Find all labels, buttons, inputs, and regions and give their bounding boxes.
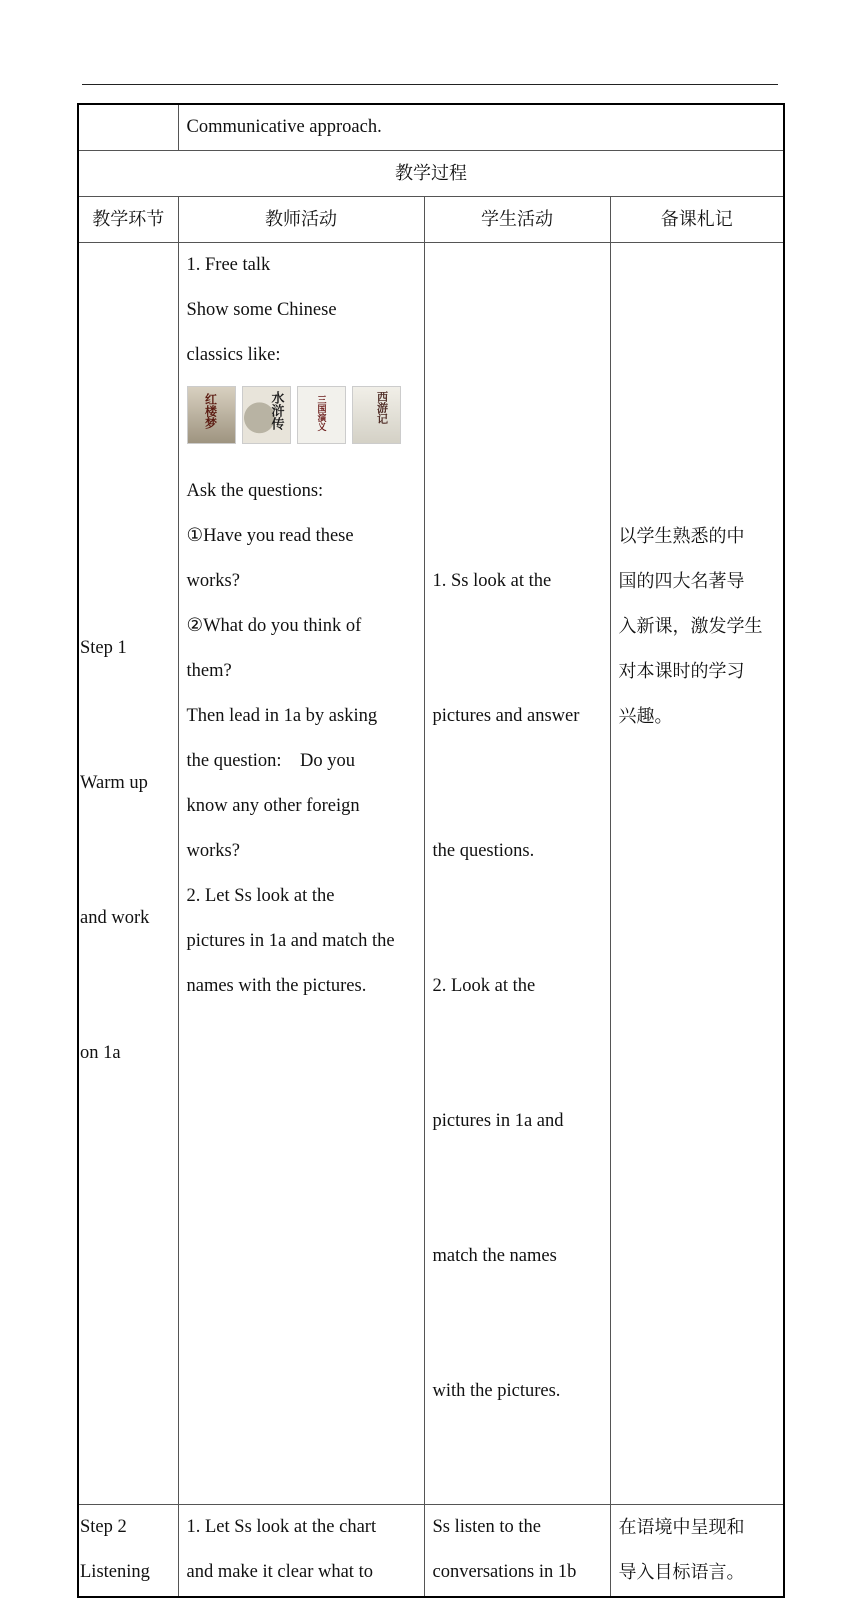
step1-stage-cell — [78, 243, 178, 1505]
step2-student-activity: Ss listen to the conversations in 1b — [432, 1517, 577, 1582]
step2-teacher-activity: 1. Let Ss look at the chart and make it clear what to — [186, 1517, 377, 1582]
header-notes: 备课札记 — [660, 209, 733, 230]
step2-teacher-cell — [178, 1505, 424, 1597]
step2-notes: 在语境中呈现和 导入目标语言。 — [618, 1517, 745, 1583]
process-title: 教学过程 — [395, 163, 467, 184]
method-row — [78, 104, 784, 151]
step2-stage-cell — [78, 1505, 178, 1597]
classic-book-covers — [187, 386, 424, 444]
process-title-cell — [78, 151, 784, 197]
step1-notes-cell — [610, 243, 784, 1505]
method-label-cell — [78, 104, 178, 151]
step2-notes-cell — [610, 1505, 784, 1597]
book-cover-xiyouji: 西游记 — [352, 386, 401, 444]
step1-row — [78, 243, 784, 1505]
step1-notes: 以学生熟悉的中 国的四大名著导 入新课，激发学生 对本课时的学习 兴趣。 — [618, 526, 763, 727]
method-content: Communicative approach. — [186, 117, 382, 137]
step1-student-cell — [424, 243, 610, 1505]
book-cover-shuihuzhuan: 水浒传 — [242, 386, 291, 444]
book-cover-sanguoyanyi: 三国演义 — [297, 386, 346, 444]
method-content-cell — [178, 104, 784, 151]
header-stage: 教学环节 — [92, 209, 165, 230]
step1-stage: Step 1 Warm up and work on 1a — [80, 638, 150, 1063]
column-header-row — [78, 197, 784, 243]
process-title-row — [78, 151, 784, 197]
step1-student-activity: 1. Ss look at the pictures and answer the questions. 2. Look at the pictures in 1a and match the names with the pictures. — [432, 571, 580, 1401]
step2-student-cell — [424, 1505, 610, 1597]
header-student-cell — [424, 197, 610, 243]
header-notes-cell — [610, 197, 784, 243]
header-teacher-cell — [178, 197, 424, 243]
step1-teacher-activity: 1. Free talk Show some Chinese classics like: 红楼梦 水浒传 三国演义 西游记 Ask the questions: ①Have you read these works? ②What do you think of them? Then lead in 1a by asking the question: Do you know any other foreign works? 2. Let Ss look at the pictures in 1a and match the names with the pictures. — [179, 243, 424, 1009]
header-teacher: 教师活动 — [265, 209, 337, 230]
header-rule — [82, 84, 778, 85]
lesson-plan-table — [77, 103, 785, 1598]
step2-row — [78, 1505, 784, 1597]
header-student: 学生活动 — [481, 209, 553, 230]
book-cover-hongloumeng: 红楼梦 — [187, 386, 236, 444]
step2-stage: Step 2 Listening — [80, 1517, 150, 1582]
step1-teacher-cell — [178, 243, 424, 1505]
header-stage-cell — [78, 197, 178, 243]
